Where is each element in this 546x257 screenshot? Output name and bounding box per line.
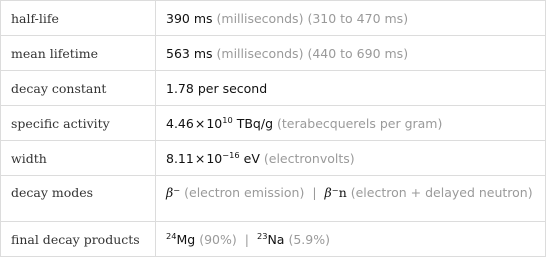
row-label: width — [1, 141, 156, 176]
mean-lifetime-value — [156, 36, 546, 71]
row-label: mean lifetime — [1, 36, 156, 71]
value-unit: ms — [193, 10, 213, 26]
value-unit: per second — [197, 80, 268, 96]
separator: | — [312, 185, 317, 200]
decay-mode-description: (electron + delayed neutron) — [350, 185, 533, 200]
times-sign: × — [194, 150, 206, 166]
value-unit: eV — [243, 150, 260, 166]
table-row — [1, 141, 546, 176]
decay-mode-description: (electron emission) — [184, 185, 305, 200]
value-mantissa: 8.11 — [166, 150, 194, 166]
branch-fraction: (90%) — [199, 231, 237, 247]
unit-name: (electronvolts) — [263, 150, 355, 166]
value-number: 563 — [166, 45, 190, 61]
value-base: 10 — [206, 115, 223, 131]
beta-minus-symbol: β− — [324, 184, 339, 200]
row-label: final decay products — [1, 222, 156, 257]
element-symbol: Mg — [176, 231, 196, 247]
value-exponent: 10 — [222, 115, 233, 126]
row-label: half-life — [1, 1, 156, 36]
value-range: (440 to 690 ms) — [307, 45, 409, 61]
unit-name: (milliseconds) — [216, 10, 304, 26]
beta-minus-symbol: β− — [166, 184, 181, 200]
separator: | — [244, 231, 249, 247]
decay-constant-value — [156, 71, 546, 106]
decay-products-value — [156, 222, 546, 257]
table-row — [1, 1, 546, 36]
row-label: decay modes — [1, 176, 156, 222]
specific-activity-value — [156, 106, 546, 141]
table-row — [1, 71, 546, 106]
unit-name: (terabecquerels per gram) — [277, 115, 443, 131]
row-label: decay constant — [1, 71, 156, 106]
mass-number: 24 — [166, 231, 177, 242]
table-row — [1, 106, 546, 141]
value-number: 1.78 — [166, 80, 194, 96]
value-number: 390 — [166, 10, 190, 26]
value-unit: ms — [193, 45, 213, 61]
neutron-symbol: n — [338, 185, 347, 200]
table-row — [1, 176, 546, 222]
decay-modes-value — [156, 176, 546, 222]
value-exponent: −16 — [222, 150, 240, 161]
width-value — [156, 141, 546, 176]
unit-name: (milliseconds) — [216, 45, 304, 61]
element-symbol: Na — [267, 231, 285, 247]
half-life-value — [156, 1, 546, 36]
value-range: (310 to 470 ms) — [307, 10, 409, 26]
times-sign: × — [194, 115, 206, 131]
row-label: specific activity — [1, 106, 156, 141]
mass-number: 23 — [256, 231, 268, 242]
branch-fraction: (5.9%) — [288, 231, 330, 247]
value-base: 10 — [206, 150, 223, 166]
value-unit: TBq/g — [236, 115, 274, 131]
table-row — [1, 36, 546, 71]
value-mantissa: 4.46 — [166, 115, 194, 131]
table-row — [1, 222, 546, 257]
